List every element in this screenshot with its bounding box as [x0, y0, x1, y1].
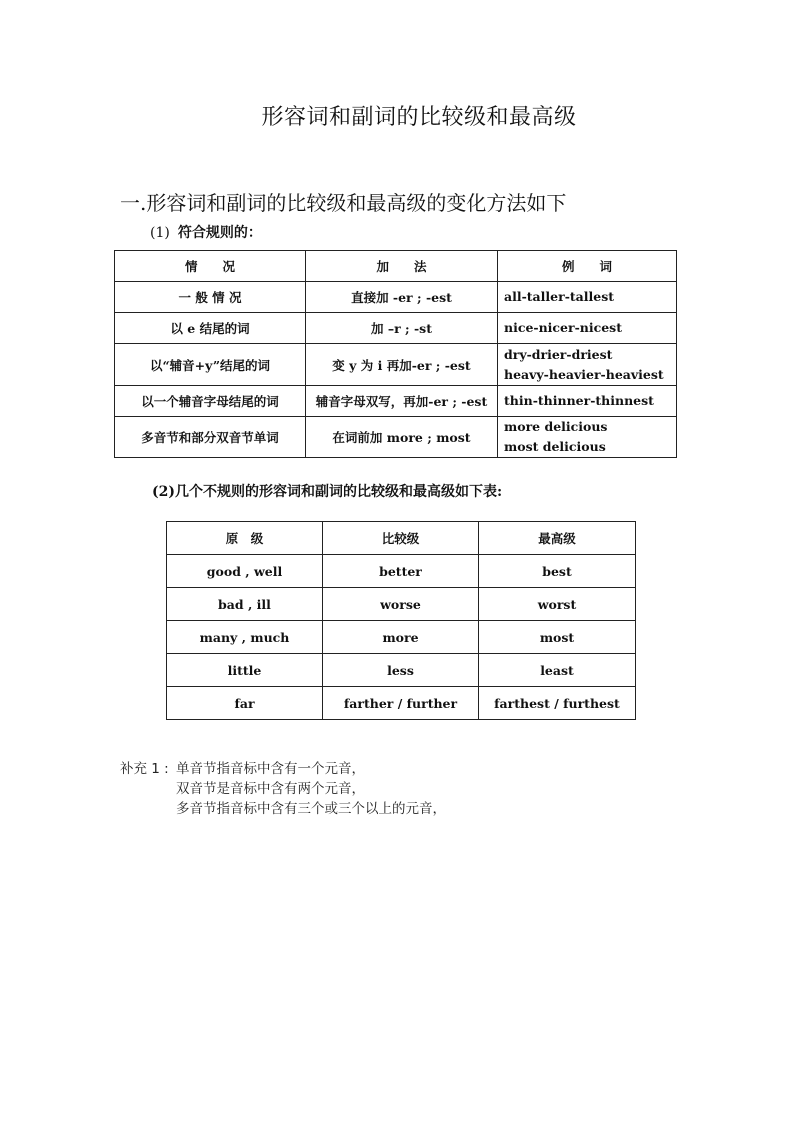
- positive-cell: bad , ill: [167, 588, 323, 621]
- table-row: [167, 621, 636, 654]
- comparative-cell: worse: [323, 588, 479, 621]
- table-row: [115, 282, 677, 313]
- examples-cell: [498, 344, 677, 386]
- positive-cell: many , much: [167, 621, 323, 654]
- examples-cell: [498, 417, 677, 458]
- comparative-cell: farther / further: [323, 687, 479, 720]
- comparative-cell: better: [323, 555, 479, 588]
- example-line: dry-drier-driest: [504, 346, 613, 362]
- page-title: 形容词和副词的比较级和最高级: [261, 105, 577, 130]
- superlative-cell: least: [479, 654, 636, 687]
- superlative-cell: best: [479, 555, 636, 588]
- method-cell: 直接加 -er ; -est: [306, 282, 498, 313]
- column-header-comparative: 比较级: [323, 522, 479, 555]
- positive-cell: far: [167, 687, 323, 720]
- table-row: [167, 555, 636, 588]
- positive-cell: good , well: [167, 555, 323, 588]
- comparative-cell: less: [323, 654, 479, 687]
- method-cell: 辅音字母双写，再加-er ; -est: [306, 386, 498, 417]
- method-cell: 变 y 为 i 再加-er ; -est: [306, 344, 498, 386]
- method-cell: 在词前加 more ; most: [306, 417, 498, 458]
- note-line: [120, 759, 446, 779]
- column-header-situation: 情 况: [115, 251, 306, 282]
- example-line: all-taller-tallest: [504, 289, 615, 304]
- table-row: [167, 687, 636, 720]
- examples-cell: [498, 313, 677, 344]
- note-label: 补充 1 :: [120, 761, 169, 777]
- comparative-cell: more: [323, 621, 479, 654]
- situation-cell: 以一个辅音字母结尾的词: [115, 386, 306, 417]
- table-row: [115, 417, 677, 458]
- regular-rules-heading: [150, 222, 262, 242]
- irregular-forms-table: [166, 521, 636, 720]
- situation-cell: 以“辅音+y”结尾的词: [115, 344, 306, 386]
- note-line: 双音节是音标中含有两个元音，: [176, 781, 365, 797]
- examples-cell: [498, 386, 677, 417]
- superlative-cell: most: [479, 621, 636, 654]
- method-cell: 加 –r ; -st: [306, 313, 498, 344]
- situation-cell: 以 e 结尾的词: [115, 313, 306, 344]
- example-line: more delicious: [504, 419, 608, 434]
- section-heading: 一.形容词和副词的比较级和最高级的变化方法如下: [120, 191, 567, 215]
- table-row: [115, 313, 677, 344]
- superlative-cell: worst: [479, 588, 636, 621]
- example-line: heavy-heavier-heaviest: [504, 366, 664, 382]
- example-line: nice-nicer-nicest: [504, 320, 622, 335]
- situation-cell: 一 般 情 况: [115, 282, 306, 313]
- supplement-note: [120, 759, 446, 819]
- column-header-superlative: 最高级: [479, 522, 636, 555]
- situation-cell: 多音节和部分双音节单词: [115, 417, 306, 458]
- positive-cell: little: [167, 654, 323, 687]
- table-header-row: [115, 251, 677, 282]
- table-row: [167, 654, 636, 687]
- examples-cell: [498, 282, 677, 313]
- irregular-forms-heading: (2)几个不规则的形容词和副词的比较级和最高级如下表:: [152, 484, 503, 500]
- regular-rules-label: 符合规则的：: [177, 225, 262, 241]
- column-header-positive: 原 级: [167, 522, 323, 555]
- table-row: [167, 588, 636, 621]
- note-line: 多音节指音标中含有三个或三个以上的元音，: [176, 801, 446, 817]
- column-header-method: 加 法: [306, 251, 498, 282]
- example-line: thin-thinner-thinnest: [504, 393, 654, 408]
- regular-rules-number: (1): [150, 225, 170, 241]
- table-header-row: [167, 522, 636, 555]
- table-row: [115, 344, 677, 386]
- table-row: [115, 386, 677, 417]
- column-header-examples: 例 词: [498, 251, 677, 282]
- regular-rules-table: [114, 250, 677, 458]
- superlative-cell: farthest / furthest: [479, 687, 636, 720]
- example-line: most delicious: [504, 439, 606, 454]
- note-text: 单音节指音标中含有一个元音，: [176, 761, 365, 777]
